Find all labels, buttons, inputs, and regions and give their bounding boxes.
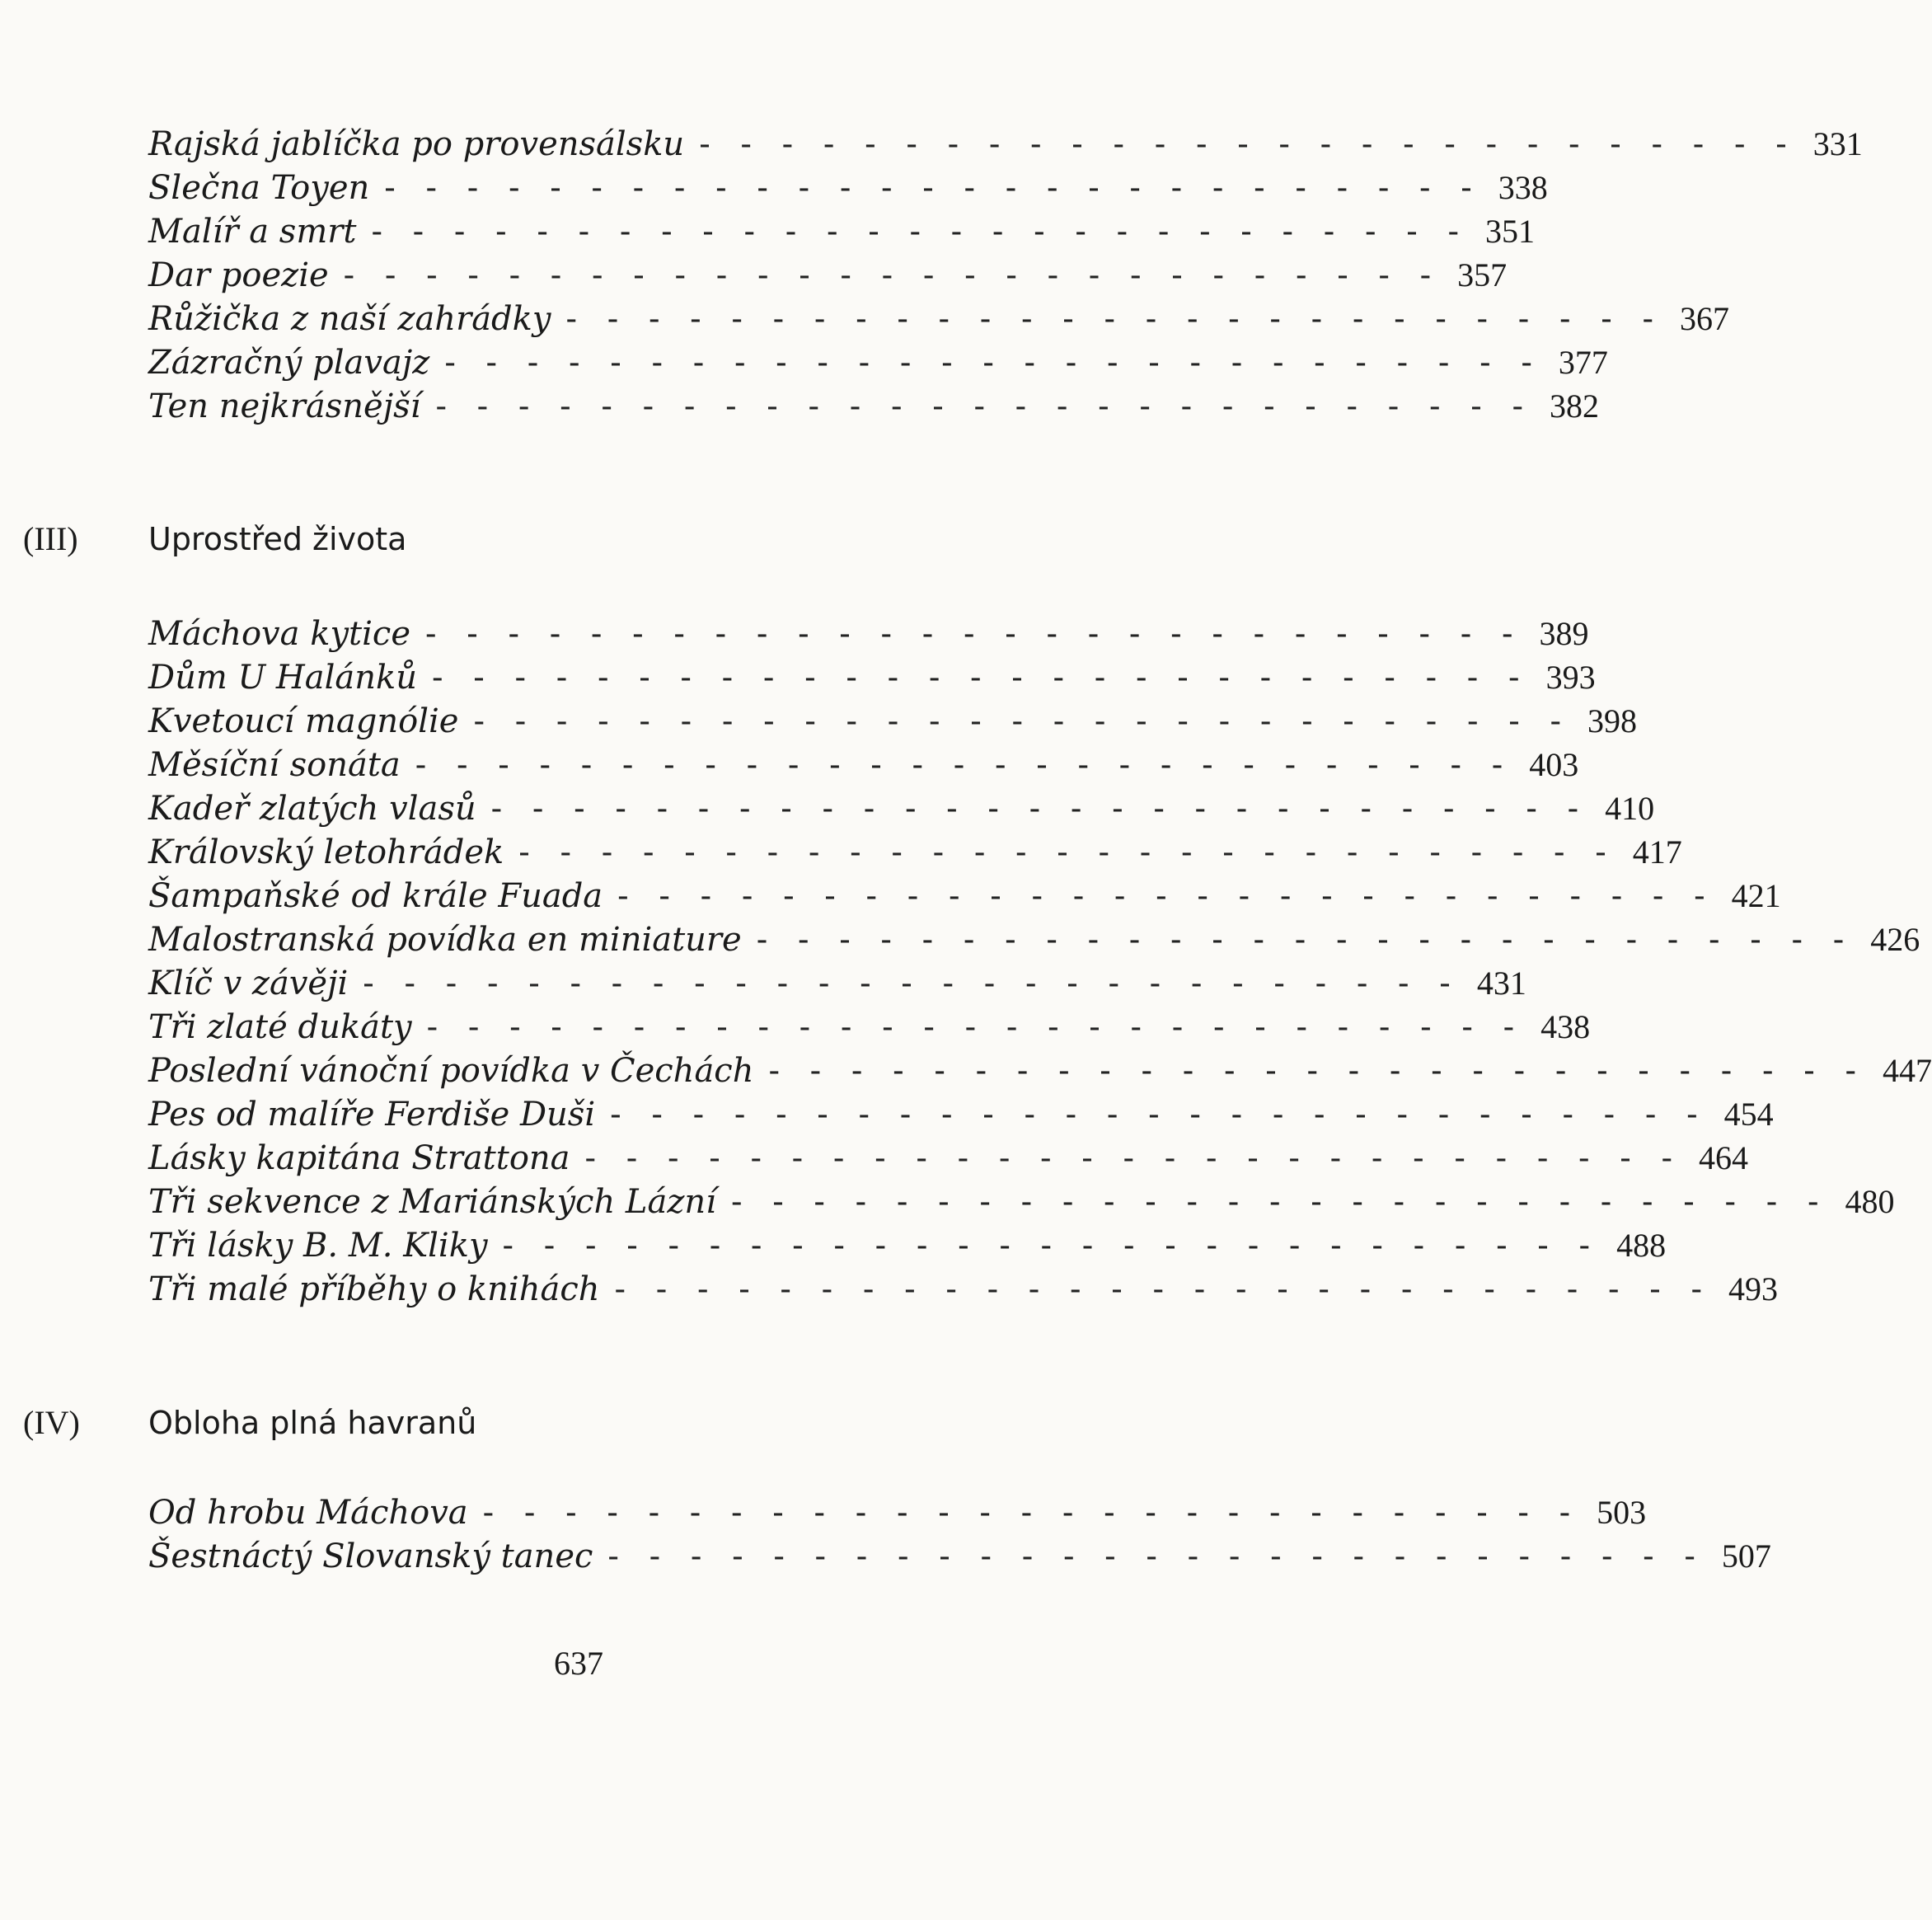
entry-page-number: 393 [1545, 659, 1596, 696]
section-heading-iv [23, 1403, 1063, 1442]
entry-page-number: 351 [1484, 213, 1535, 250]
toc-group-iv [148, 1490, 1771, 1578]
dot-leader: - - - - - - - - - - - - - - - - - - - - - - - - - - - [435, 387, 1533, 425]
entry-page-number: 438 [1540, 1008, 1591, 1045]
toc-entry [148, 1223, 1667, 1267]
toc-entry [148, 655, 1596, 699]
section-number: (III) [23, 520, 78, 557]
toc-entry [148, 253, 1508, 297]
dot-leader: - - - - - - - - - - - - - - - - - - - - - - - - - - - [371, 213, 1469, 251]
entry-title: Tři zlaté dukáty [148, 1008, 412, 1046]
entry-page-number: 507 [1721, 1537, 1771, 1575]
toc-entry [148, 1267, 1779, 1311]
entry-title: Královský letohrádek [148, 833, 504, 871]
dot-leader: - - - - - - - - - - - - - - - - - - - - - - - - - - - [730, 1183, 1829, 1221]
entry-page-number: 493 [1728, 1270, 1779, 1307]
entry-page-number: 367 [1680, 300, 1729, 337]
dot-leader: - - - - - - - - - - - - - - - - - - - - - - - - - - - [343, 256, 1442, 294]
entry-title: Tři lásky B. M. Kliky [148, 1227, 488, 1265]
toc-entry [148, 340, 1608, 384]
toc-entry [148, 209, 1535, 253]
toc-group-iii [148, 612, 1932, 1311]
dot-leader: - - - - - - - - - - - - - - - - - - - - - - - - - - - [473, 702, 1571, 740]
toc-entry [148, 918, 1920, 961]
entry-title: Kadeř zlatých vlasů [148, 790, 476, 828]
entry-title: Od hrobu Máchova [148, 1494, 468, 1532]
dot-leader: - - - - - - - - - - - - - - - - - - - - - - - - - - - [610, 1096, 1708, 1134]
entry-title: Pes od malíře Ferdiše Duši [148, 1096, 596, 1134]
entry-title: Šampaňské od krále Fuada [148, 877, 603, 915]
page-number: 637 [554, 1645, 603, 1682]
entry-page-number: 331 [1812, 125, 1863, 162]
entry-title: Dům U Halánků [148, 659, 418, 697]
entry-title: Tři malé příběhy o knihách [148, 1270, 600, 1308]
toc-entry [148, 1490, 1647, 1534]
entry-page-number: 421 [1731, 877, 1781, 914]
entry-page-number: 357 [1457, 256, 1508, 293]
dot-leader: - - - - - - - - - - - - - - - - - - - - - - - - - - - [699, 125, 1797, 163]
entry-title: Malíř a smrt [148, 213, 357, 251]
entry-page-number: 447 [1882, 1052, 1932, 1089]
toc-entry [148, 961, 1526, 1005]
entry-title: Klíč v závěji [148, 965, 349, 1002]
toc-group-1 [148, 122, 1863, 428]
dot-leader: - - - - - - - - - - - - - - - - - - - - - - - - - - - [482, 1494, 1581, 1532]
entry-page-number: 389 [1539, 615, 1589, 652]
toc-entry [148, 1180, 1895, 1223]
dot-leader: - - - - - - - - - - - - - - - - - - - - - - - - - - - [415, 746, 1513, 784]
entry-page-number: 488 [1616, 1227, 1667, 1264]
dot-leader: - - - - - - - - - - - - - - - - - - - - - - - - - - - [490, 790, 1589, 828]
entry-title: Tři sekvence z Mariánských Lázní [148, 1183, 716, 1221]
entry-page-number: 398 [1587, 702, 1637, 739]
dot-leader: - - - - - - - - - - - - - - - - - - - - - - - - - - - [607, 1537, 1705, 1575]
toc-entry [148, 612, 1589, 655]
entry-page-number: 377 [1558, 344, 1608, 381]
dot-leader: - - - - - - - - - - - - - - - - - - - - - - - - - - - [502, 1227, 1601, 1265]
dot-leader: - - - - - - - - - - - - - - - - - - - - - - - - - - - [617, 877, 1715, 915]
entry-page-number: 464 [1699, 1139, 1749, 1176]
dot-leader: - - - - - - - - - - - - - - - - - - - - - - - - - - - [565, 300, 1663, 338]
entry-page-number: 431 [1476, 965, 1526, 1002]
entry-title: Poslední vánoční povídka v Čechách [148, 1052, 754, 1090]
toc-entry [148, 1534, 1771, 1578]
toc-entry [148, 1049, 1932, 1092]
dot-leader: - - - - - - - - - - - - - - - - - - - - - - - - - - - [756, 921, 1855, 959]
entry-page-number: 454 [1723, 1096, 1774, 1133]
section-title: Uprostřed života [148, 521, 407, 557]
section-heading-iii [23, 519, 1063, 558]
toc-entry [148, 874, 1781, 918]
entry-title: Ten nejkrásnější [148, 387, 421, 425]
toc-entry [148, 830, 1682, 874]
dot-leader: - - - - - - - - - - - - - - - - - - - - - - - - - - - [432, 659, 1530, 697]
toc-entry [148, 1136, 1749, 1180]
entry-title: Lásky kapitána Strattona [148, 1139, 570, 1177]
entry-page-number: 410 [1605, 790, 1655, 827]
dot-leader: - - - - - - - - - - - - - - - - - - - - - - - - - - - [384, 169, 1482, 207]
entry-title: Měsíční sonáta [148, 746, 401, 784]
entry-title: Máchova kytice [148, 615, 410, 653]
toc-entry [148, 297, 1729, 340]
toc-entry [148, 743, 1579, 786]
entry-page-number: 382 [1549, 387, 1599, 425]
dot-leader: - - - - - - - - - - - - - - - - - - - - - - - - - - - [425, 615, 1523, 653]
entry-page-number: 480 [1845, 1183, 1895, 1220]
dot-leader: - - - - - - - - - - - - - - - - - - - - - - - - - - - [518, 833, 1616, 871]
entry-title: Zázračný plavajz [148, 344, 430, 382]
entry-title: Kvetoucí magnólie [148, 702, 459, 740]
dot-leader: - - - - - - - - - - - - - - - - - - - - - - - - - - - [426, 1008, 1525, 1046]
entry-title: Slečna Toyen [148, 169, 370, 207]
toc-entry [148, 1092, 1774, 1136]
entry-title: Rajská jablíčka po provensálsku [148, 125, 685, 163]
dot-leader: - - - - - - - - - - - - - - - - - - - - - - - - - - - [584, 1139, 1683, 1177]
toc-entry [148, 166, 1548, 209]
entry-page-number: 338 [1498, 169, 1548, 206]
dot-leader: - - - - - - - - - - - - - - - - - - - - - - - - - - - [614, 1270, 1713, 1308]
toc-entry [148, 122, 1863, 166]
toc-entry [148, 384, 1599, 428]
entry-title: Dar poezie [148, 256, 329, 294]
entry-page-number: 503 [1597, 1494, 1647, 1531]
section-title: Obloha plná havranů [148, 1405, 477, 1441]
toc-entry [148, 699, 1637, 743]
entry-page-number: 417 [1632, 833, 1682, 871]
entry-title: Růžička z naší zahrádky [148, 300, 551, 338]
dot-leader: - - - - - - - - - - - - - - - - - - - - - - - - - - - [444, 344, 1542, 382]
entry-title: Šestnáctý Slovanský tanec [148, 1537, 593, 1575]
section-number: (IV) [23, 1404, 80, 1441]
entry-title: Malostranská povídka en miniature [148, 921, 742, 959]
entry-page-number: 403 [1529, 746, 1579, 783]
dot-leader: - - - - - - - - - - - - - - - - - - - - - - - - - - - [768, 1052, 1866, 1090]
toc-entry [148, 1005, 1591, 1049]
dot-leader: - - - - - - - - - - - - - - - - - - - - - - - - - - - [363, 965, 1461, 1002]
toc-entry [148, 786, 1655, 830]
entry-page-number: 426 [1870, 921, 1920, 958]
